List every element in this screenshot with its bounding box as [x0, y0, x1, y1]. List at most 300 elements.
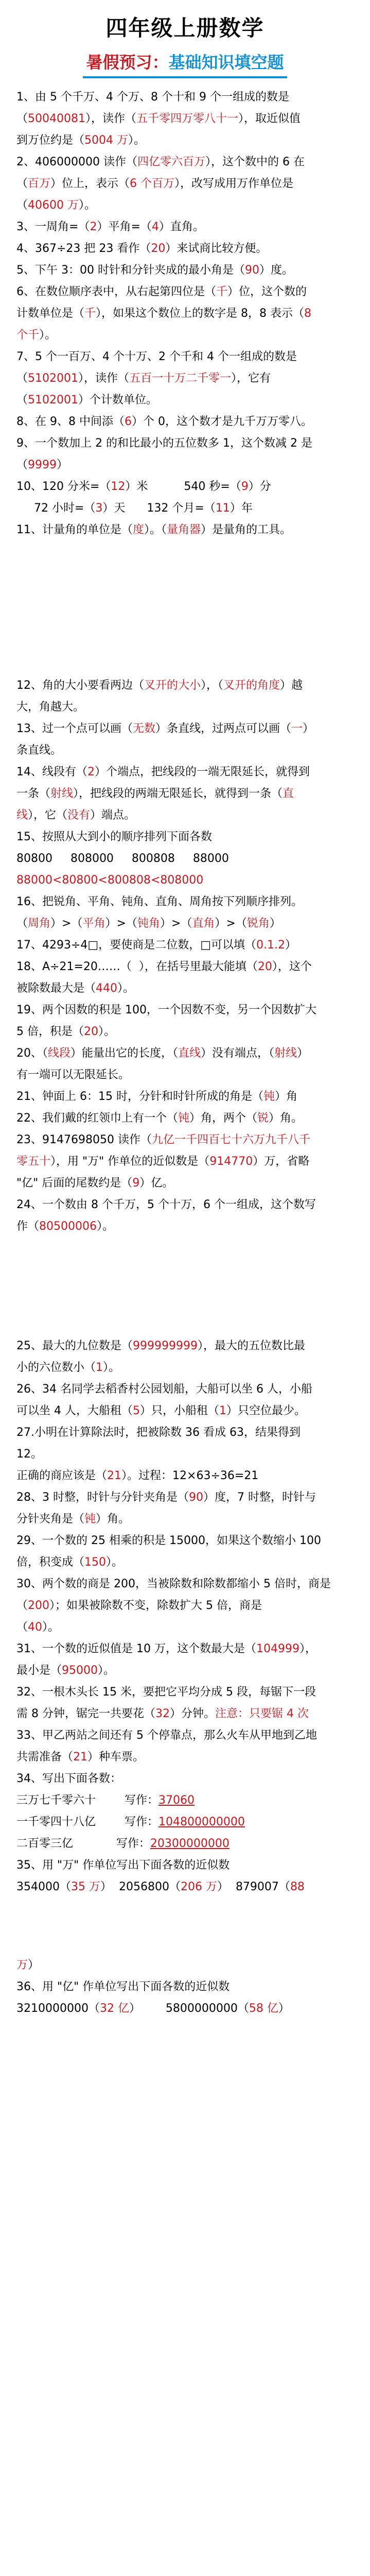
blank-gap	[16, 1898, 354, 1955]
question-line	[16, 1064, 354, 1086]
question-line	[16, 1768, 354, 1790]
question-text: ）；如果被除数不变，除数扩大 5 倍，商是	[49, 1599, 262, 1612]
answer-text: 无数	[133, 722, 156, 735]
blank-gap	[16, 1238, 354, 1335]
question-line	[16, 1194, 354, 1216]
question-text: ），改写成用万作单位是	[174, 177, 294, 190]
question-text: ）	[269, 917, 281, 930]
question-text: ）	[28, 1959, 40, 1972]
question-text: ）位上，表示（	[50, 177, 130, 190]
question-text: ）。（	[144, 523, 167, 536]
question-block-3	[16, 1335, 354, 1898]
question-text: 正确的商应该是（	[16, 1469, 108, 1482]
question-line	[16, 1682, 354, 1703]
question-text: ）角，两个（	[189, 1112, 258, 1125]
answer-text: 88	[290, 1880, 305, 1893]
question-text: ）度，7 时整，时针与	[203, 1491, 316, 1504]
question-text: 14、线段有（	[16, 766, 87, 778]
question-text: ）角。	[96, 1513, 130, 1526]
answer-text: 没有	[67, 809, 91, 822]
question-line	[16, 346, 354, 368]
question-text: 最小是（	[16, 1664, 62, 1677]
question-line	[16, 476, 354, 498]
question-text: ），把线段的两端无限延长，就得到一条（	[73, 787, 283, 800]
question-text: ）	[303, 722, 314, 735]
answer-text: 零五十	[16, 1155, 51, 1168]
question-text: 11、计量角的单位是（	[16, 523, 133, 536]
question-line	[16, 1151, 354, 1173]
answer-text: 20300000000	[150, 1837, 230, 1850]
question-text: 72 小时=（	[34, 502, 96, 515]
question-text: ）>（	[215, 917, 247, 930]
answer-text: 50040081	[28, 112, 85, 125]
question-text: 倍，积变成（	[16, 1556, 85, 1569]
answer-text: 锐	[257, 1112, 269, 1125]
question-text: 有一端可以无限延长。	[16, 1069, 130, 1081]
question-text: ），它有	[231, 372, 271, 385]
question-text: ）条直线，过两点可以画（	[155, 722, 292, 735]
answer-text: 一	[291, 722, 303, 735]
answer-text: 3	[95, 502, 103, 515]
question-text: 被除数最大是（	[16, 982, 96, 995]
question-line	[16, 151, 354, 173]
question-text: ）直角。	[158, 221, 204, 233]
answer-text: 20	[151, 242, 166, 255]
subtitle-wrap	[16, 47, 354, 87]
question-text: 5、下午 3：00 时针和分针夹成的最小角是（	[16, 264, 245, 277]
question-line	[16, 1129, 354, 1151]
answer-text: 2	[90, 221, 97, 233]
question-line	[16, 498, 354, 519]
question-text: ），	[299, 1642, 316, 1655]
answer-text: 五千零四万零八十一	[136, 112, 239, 125]
question-text: ）个 0，这个数才是九千万万零八。	[131, 415, 312, 428]
question-line	[16, 1173, 354, 1194]
answer-text: 90	[244, 264, 259, 277]
question-text: （	[16, 1599, 28, 1612]
question-text: ）种车票。	[87, 1751, 145, 1764]
answer-text: 6 个百万	[130, 177, 175, 190]
answer-text: 钝	[263, 1090, 275, 1103]
question-text: ）分钟。	[169, 1707, 215, 1720]
question-line	[16, 368, 354, 389]
question-line	[16, 260, 354, 281]
question-text: 19、两个因数的积是 100，一个因数不变，另一个因数扩大	[16, 1004, 316, 1016]
answer-text: 206 万	[180, 1880, 217, 1893]
question-line	[16, 1487, 354, 1509]
question-line	[16, 325, 354, 346]
question-line	[16, 411, 354, 433]
question-text: 35、用 "万" 作单位写出下面各数的近似数	[16, 1859, 230, 1872]
question-line	[16, 805, 354, 826]
question-line	[16, 1725, 354, 1747]
question-text: ）。过程：12×63÷36=21	[121, 1469, 259, 1482]
answer-text: 射线	[274, 1047, 297, 1060]
question-line	[16, 389, 354, 411]
question-text: ）个计数单位。	[78, 394, 158, 406]
question-text: 三万七千零六十 写作：	[16, 1794, 158, 1807]
answer-text: 个千	[16, 329, 40, 342]
question-line	[16, 956, 354, 978]
question-text: 18、A÷21=20……（ ），在括号里最大能填（	[16, 960, 258, 973]
question-line	[16, 740, 354, 761]
question-line	[16, 891, 354, 913]
question-text: 10、120 分米=（	[16, 480, 111, 493]
answer-text: 5004 万	[84, 134, 128, 147]
question-line	[16, 1379, 354, 1400]
question-text: ）	[285, 939, 296, 952]
question-line	[16, 1876, 354, 1898]
answer-text: 射线	[50, 787, 74, 800]
question-text: ），读作（	[78, 372, 130, 385]
question-text: ）>（	[160, 917, 192, 930]
question-text: 12。	[16, 1448, 42, 1461]
answer-text: 千	[216, 285, 228, 298]
question-text: （	[16, 177, 28, 190]
question-text: 12、角的大小要看两边（	[16, 679, 144, 692]
question-line	[16, 1509, 354, 1530]
question-text: 条直线。	[16, 744, 62, 757]
question-text: 共需准备（	[16, 1751, 74, 1764]
question-text: ）。	[117, 982, 135, 995]
question-text: 6、在数位顺序表中，从右起第四位是（	[16, 285, 216, 298]
question-text: 16、把锐角、平角、钝角、直角、周角按下列顺序排列。	[16, 895, 303, 908]
question-text: 需 8 分钟，锯完一共要花（	[16, 1707, 155, 1720]
answer-text: 锐角	[246, 917, 270, 930]
question-text: 4、367÷23 把 23 看作（	[16, 242, 151, 255]
answer-text: 9	[241, 480, 249, 493]
question-line	[16, 1552, 354, 1573]
answer-text: 钝	[84, 1513, 96, 1526]
subtitle-part-a: 暑假预习：	[86, 53, 169, 72]
question-text: 22、我们戴的红领巾上有一个（	[16, 1112, 178, 1125]
answer-text: 万	[16, 1959, 28, 1972]
question-block-1	[16, 87, 354, 541]
answer-text: 32	[155, 1707, 170, 1720]
answer-text: 叉开的大小	[144, 679, 201, 692]
question-line	[16, 999, 354, 1021]
question-text: 二百零三亿 写作：	[16, 1837, 150, 1850]
question-text: ） 5800000000（	[129, 2002, 249, 2015]
answer-text: 直线	[178, 1047, 201, 1060]
answer-text: 95000	[62, 1664, 98, 1677]
question-text: ）只，小船租（	[139, 1404, 219, 1417]
question-text: ） 2056800（	[100, 1880, 181, 1893]
answer-text: 999999999	[133, 1340, 198, 1352]
question-line	[16, 1998, 354, 2020]
answer-text: 21	[107, 1469, 122, 1482]
question-text: 17、4293÷4□，要使商是二位数，□可以填（	[16, 939, 256, 952]
answer-text: 35 万	[71, 1880, 100, 1893]
question-line	[16, 1444, 354, 1465]
answer-text: 20	[257, 960, 272, 973]
question-text: ）>（	[105, 917, 137, 930]
question-text: 3210000000（	[16, 2002, 100, 2015]
answer-text: 百万	[28, 177, 51, 190]
question-text: 25、最大的九位数是（	[16, 1340, 133, 1352]
answer-text: 58 亿	[249, 2002, 278, 2015]
question-text: ）越	[280, 679, 303, 692]
question-text: ）只空位最少。	[226, 1404, 306, 1417]
question-text: ），它（	[28, 809, 68, 822]
question-line	[16, 1833, 354, 1855]
question-line	[16, 1465, 354, 1487]
question-line	[16, 195, 354, 216]
question-text: ）亿。	[139, 1177, 174, 1190]
question-line	[16, 87, 354, 108]
question-text: 7、5 个一百万、4 个十万、2 个千和 4 个一组成的数是	[16, 350, 297, 363]
answer-text: 914770	[209, 1155, 253, 1168]
question-text: ）度。	[259, 264, 293, 277]
question-line	[16, 826, 354, 848]
question-text: 到万位约是（	[16, 134, 85, 147]
answer-text: 直角	[192, 917, 215, 930]
answer-text: 40	[28, 1621, 43, 1634]
question-text: ）角	[275, 1090, 298, 1103]
question-text: （	[16, 112, 28, 125]
question-line	[16, 1422, 354, 1444]
question-text: 13、过一个点可以画（	[16, 722, 133, 735]
question-line	[16, 1216, 354, 1238]
question-line	[16, 433, 354, 454]
question-text: ）。	[97, 1220, 114, 1233]
answer-text: 五百一十万二千零一	[129, 372, 232, 385]
answer-text: 周角	[28, 917, 51, 930]
question-line	[16, 216, 354, 238]
question-text: 36、用 "亿" 作单位写出下面各数的近似数	[16, 1980, 230, 1993]
question-text: ）万，省略	[253, 1155, 310, 1168]
question-text: 9、一个数加上 2 的和比最小的五位数多 1，这个数减 2 是	[16, 437, 312, 450]
answer-text: 150	[84, 1556, 107, 1569]
answer-text: 直	[283, 787, 294, 800]
question-text: ）	[57, 459, 68, 471]
question-text: ）。	[98, 1025, 116, 1038]
answer-text: 9999	[28, 459, 57, 471]
question-line	[16, 1976, 354, 1998]
answer-text: 钝	[178, 1112, 190, 1125]
page-subtitle	[83, 47, 287, 78]
question-line	[16, 108, 354, 130]
question-text: （	[16, 459, 28, 471]
question-text: 354000（	[16, 1880, 71, 1893]
question-line	[16, 1703, 354, 1725]
question-text: 34、写出下面各数：	[16, 1772, 121, 1785]
answer-text: 440	[96, 982, 118, 995]
answer-text: 4	[151, 221, 159, 233]
question-text: 8、在 9、8 中间添（	[16, 415, 125, 428]
page-title: 四年级上册数学	[105, 15, 265, 41]
question-text: ），如果这个数位上的数字是 8，8 表示（	[96, 307, 305, 320]
question-text: 5 倍，积是（	[16, 1025, 84, 1038]
question-text: ）没有端点，（	[201, 1047, 275, 1060]
question-text: 32、一根木头长 15 米，要把它平均分成 5 段，每锯下一段	[16, 1686, 316, 1699]
answer-text: 注意：只要锯 4 次	[215, 1707, 309, 1720]
question-text: ），最大的五位数比最	[197, 1340, 305, 1352]
answer-text: 度	[133, 523, 145, 536]
answer-text: 2	[87, 766, 95, 778]
question-text: 分针夹角是（	[16, 1513, 85, 1526]
answer-text: 千	[84, 307, 96, 320]
question-text: 26、34 名同学去稻香村公园划船，大船可以坐 6 人，小船	[16, 1383, 312, 1396]
question-text: ）个端点，把线段的一端无限延长，就得到	[95, 766, 310, 778]
answer-text: 1	[219, 1404, 226, 1417]
question-text: ）。	[103, 1361, 120, 1374]
question-text: 28、3 时整，时针与分针夹角是（	[16, 1491, 189, 1504]
answer-text: 九亿一千四百七十六万九千八千	[151, 1133, 310, 1146]
answer-text: 5102001	[28, 394, 78, 406]
question-text: 15、按照从大到小的顺序排列下面各数	[16, 831, 212, 843]
question-line	[16, 303, 354, 325]
answer-text: 37060	[158, 1794, 195, 1807]
answer-text: 量角器	[167, 523, 201, 536]
question-text: 33、甲乙两站之间还有 5 个停靠点，那么火车从甲地到乙地	[16, 1729, 317, 1742]
question-line	[16, 848, 354, 870]
answer-text: 88000<80800<800808<808000	[16, 874, 204, 887]
question-line	[16, 1638, 354, 1660]
subtitle-part-b: 基础知识填空题	[168, 53, 284, 72]
question-text: 1、由 5 个千万、4 个万、8 个十和 9 个一组成的数是	[16, 91, 289, 104]
question-text: 31、一个数的近似值是 10 万，这个数最大是（	[16, 1642, 256, 1655]
answer-text: 90	[189, 1491, 203, 1504]
question-line	[16, 1357, 354, 1379]
answer-text: 104800000000	[158, 1816, 245, 1828]
question-line	[16, 1855, 354, 1876]
question-line	[16, 1400, 354, 1422]
question-text: 80800 808000 800808 88000	[16, 852, 229, 865]
question-line	[16, 454, 354, 476]
question-text: ），（	[201, 679, 224, 692]
question-text: ），取近似值	[238, 112, 301, 125]
answer-text: 6	[124, 415, 132, 428]
question-line	[16, 718, 354, 740]
question-text: ）是量角的工具。	[201, 523, 292, 536]
question-text: 大，角越大。	[16, 701, 85, 714]
question-text: ）。	[128, 134, 146, 147]
answer-text: 线段	[48, 1047, 71, 1060]
answer-text: 平角	[82, 917, 105, 930]
answer-text: 80500006	[39, 1220, 97, 1233]
question-text: ），这个	[272, 960, 312, 973]
answer-text: 32 亿	[99, 2002, 129, 2015]
question-text: 24、一个数由 8 个千万，5 个十万，6 个一组成，这个数写	[16, 1198, 316, 1211]
question-line	[16, 1335, 354, 1357]
question-text: 20、（	[16, 1047, 48, 1060]
answer-text: 21	[73, 1751, 88, 1764]
question-text: ），这个数中的 6 在	[205, 156, 305, 168]
question-text: ）>（	[50, 917, 83, 930]
question-text: ），用 "万" 作单位的近似数是（	[50, 1155, 210, 1168]
question-line	[16, 281, 354, 303]
question-text: 2、406000000 读作（	[16, 156, 137, 168]
answer-text: 5	[132, 1404, 140, 1417]
question-text: ）。	[79, 199, 96, 212]
question-line	[16, 238, 354, 260]
answer-text: 9	[132, 1177, 140, 1190]
answer-text: 四亿零六百万	[137, 156, 205, 168]
question-text: "亿" 后面的尾数约是（	[16, 1177, 133, 1190]
question-line	[16, 675, 354, 697]
question-text: ）	[278, 2002, 290, 2015]
question-line	[16, 1790, 354, 1811]
question-text: ）。	[106, 1556, 124, 1569]
question-text: 一条（	[16, 787, 51, 800]
question-line	[16, 130, 354, 151]
question-text: 一千零四十八亿 写作：	[16, 1816, 158, 1828]
question-text: ）能量出它的长度，（	[71, 1047, 179, 1060]
question-text: （	[16, 199, 28, 212]
question-text: ） 879007（	[217, 1880, 290, 1893]
question-line	[16, 173, 354, 195]
answer-text: 40600 万	[28, 199, 79, 212]
question-text: ）平角=（	[97, 221, 152, 233]
question-text: 21、钟面上 6：15 时，分针和时针所成的角是（	[16, 1090, 263, 1103]
question-text: ）端点。	[90, 809, 136, 822]
question-text: 30、两个数的商是 200，当被除数和除数都缩小 5 倍时，商是	[16, 1578, 331, 1590]
question-line	[16, 1955, 354, 1976]
question-text: ）角。	[269, 1112, 303, 1125]
answer-text: 0.1.2	[256, 939, 285, 952]
question-text: （	[16, 1621, 28, 1634]
question-text: ）。	[39, 329, 57, 342]
question-line	[16, 1530, 354, 1552]
question-text: ）位，这个数的	[227, 285, 307, 298]
question-text: （	[16, 372, 28, 385]
question-text: ）米 540 秒=（	[125, 480, 241, 493]
question-line	[16, 1108, 354, 1129]
question-line	[16, 1660, 354, 1682]
question-line	[16, 913, 354, 935]
answer-text: 叉开的角度	[223, 679, 280, 692]
question-text: 可以坐 4 人，大船租（	[16, 1404, 133, 1417]
question-line	[16, 978, 354, 999]
question-line	[16, 1043, 354, 1064]
question-line	[16, 519, 354, 541]
question-text: ）天 132 个月=（	[102, 502, 216, 515]
question-line	[16, 1595, 354, 1617]
question-line	[16, 870, 354, 891]
answer-text: 线	[16, 809, 28, 822]
answer-text: 200	[28, 1599, 50, 1612]
answer-text: 11	[215, 502, 230, 515]
answer-text: 20	[84, 1025, 98, 1038]
answer-text: 8	[304, 307, 312, 320]
question-text: ），读作（	[85, 112, 137, 125]
question-line	[16, 1021, 354, 1043]
question-block-2	[16, 675, 354, 1238]
answer-text: 钝角	[137, 917, 160, 930]
question-text: 27.小明在计算除法时，把被除数 36 看成 63，结果得到	[16, 1426, 301, 1439]
question-line	[16, 1811, 354, 1833]
answer-text: 1	[96, 1361, 103, 1374]
question-text: 小的六位数小（	[16, 1361, 96, 1374]
answer-text: 5102001	[28, 372, 78, 385]
question-line	[16, 697, 354, 718]
question-text: ）来试商比较方便。	[165, 242, 268, 255]
question-text: 29、一个数的 25 相乘的积是 15000，如果这个数缩小 100	[16, 1534, 321, 1547]
question-line	[16, 761, 354, 783]
question-text: ）年	[230, 502, 253, 515]
answer-text: 12	[111, 480, 126, 493]
question-text: ）。	[98, 1664, 115, 1677]
question-line	[16, 1086, 354, 1108]
question-text: 23、9147698050 读作（	[16, 1133, 152, 1146]
question-text: ）。	[42, 1621, 60, 1634]
answer-text: 104999	[256, 1642, 299, 1655]
question-text: ）分	[248, 480, 271, 493]
question-line	[16, 1573, 354, 1595]
question-text: （	[16, 394, 28, 406]
question-line	[16, 935, 354, 956]
